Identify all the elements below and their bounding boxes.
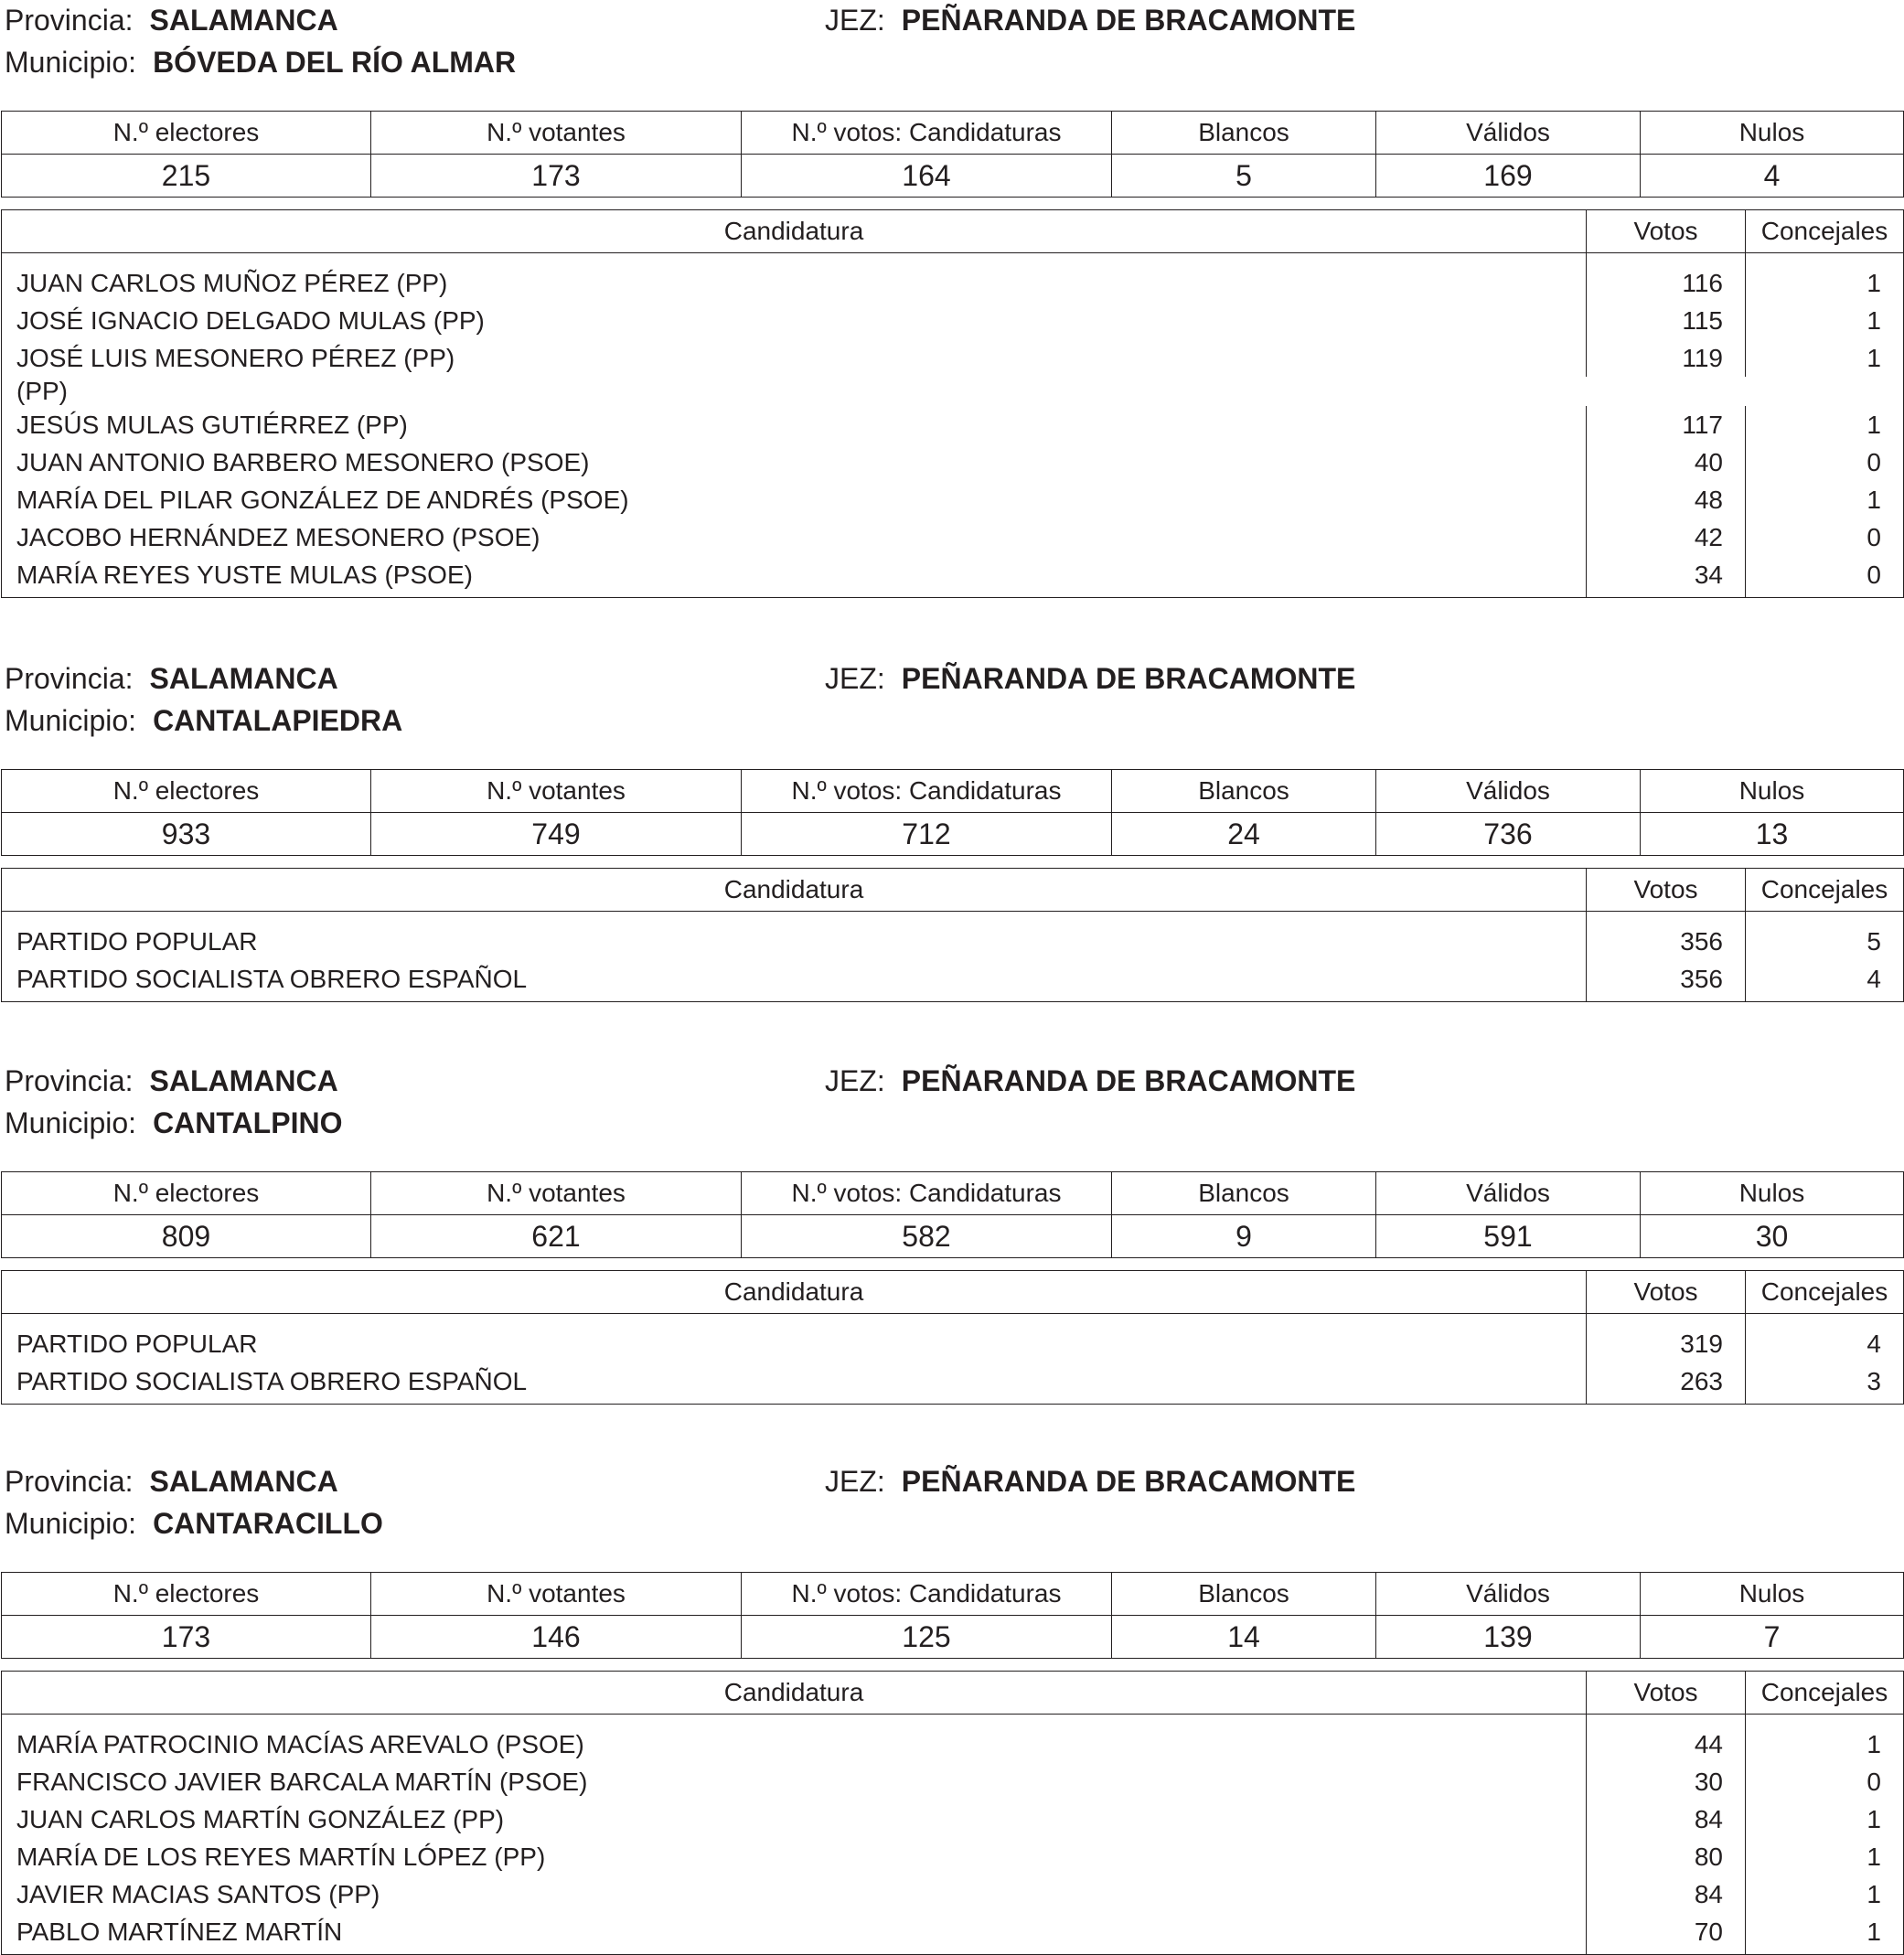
summary-header-cell: Blancos [1112,112,1376,155]
summary-value-cell: 9 [1112,1215,1376,1258]
provincia-value: SALAMANCA [149,1465,338,1498]
spacer-cell [2,1715,1587,1726]
summary-value-cell: 173 [2,1616,371,1659]
candidate-seats: 0 [1867,1767,1881,1796]
summary-value-cell: 749 [371,813,742,856]
summary-values-row [2,1215,1904,1258]
provincia-line [5,1463,338,1500]
spacer-cell [1587,912,1746,924]
summary-header-cell: N.º votos: Candidaturas [742,1573,1112,1616]
candidate-header: Candidatura [2,1672,1587,1715]
summary-header-cell: Válidos [1376,1573,1641,1616]
candidate-votes: 40 [1587,443,1746,481]
candidate-name: JESÚS MULAS GUTIÉRREZ (PP) [2,406,1587,443]
summary-header-cell: N.º votantes [371,1573,742,1616]
candidate-votes: 117 [1587,406,1746,443]
candidate-row [2,443,1904,481]
jez-label: JEZ: [825,1465,885,1498]
summary-value-cell: 4 [1641,155,1904,198]
municipio-line [5,1105,342,1141]
summary-value-cell: 24 [1112,813,1376,856]
candidate-seats: 1 [1867,1729,1881,1758]
jez-value: PEÑARANDA DE BRACAMONTE [901,662,1356,695]
candidate-votes: 34 [1587,556,1746,598]
jez-line [825,2,1355,38]
spacer-cell [1746,253,1904,265]
candidate-name: MARÍA DE LOS REYES MARTÍN LÓPEZ (PP) [2,1838,1587,1875]
summary-table [1,1572,1904,1659]
summary-value-cell: 591 [1376,1215,1641,1258]
candidate-row [2,481,1904,518]
seats-header: Concejales [1746,869,1904,912]
summary-value-cell: 30 [1641,1215,1904,1258]
spacer-cell [1746,1715,1904,1726]
candidate-votes: 84 [1587,1800,1746,1838]
summary-value-cell: 139 [1376,1616,1641,1659]
provincia-line [5,660,338,697]
summary-header-cell: Válidos [1376,1172,1641,1215]
candidate-name: MARÍA REYES YUSTE MULAS (PSOE) [2,556,1587,598]
candidate-name: PABLO MARTÍNEZ MARTÍN [2,1913,1587,1955]
candidate-votes: 356 [1587,960,1746,1002]
candidate-row [2,264,1904,302]
summary-value-cell: 173 [371,155,742,198]
candidate-row [2,1913,1904,1955]
jez-line [825,1463,1355,1500]
candidate-header: Candidatura [2,869,1587,912]
spacer-cell [1587,1314,1746,1326]
municipio-label: Municipio: [5,46,137,79]
summary-value-cell: 7 [1641,1616,1904,1659]
candidate-seats: 1 [1867,485,1881,514]
summary-values-row [2,813,1904,856]
summary-value-cell: 14 [1112,1616,1376,1659]
summary-value-cell: 146 [371,1616,742,1659]
candidate-votes: 48 [1587,481,1746,518]
candidates-header-row [2,869,1904,912]
provincia-line [5,2,338,38]
spacer-cell [2,1314,1587,1326]
candidate-votes: 319 [1587,1325,1746,1362]
summary-header-cell: Blancos [1112,1573,1376,1616]
candidate-votes: 116 [1587,264,1746,302]
summary-table [1,1171,1904,1258]
jez-label: JEZ: [825,662,885,695]
candidate-row [2,1800,1904,1838]
candidate-row [2,556,1904,598]
summary-value-cell: 736 [1376,813,1641,856]
municipio-value: BÓVEDA DEL RÍO ALMAR [153,46,517,79]
candidate-name: JAVIER MACIAS SANTOS (PP) [2,1875,1587,1913]
seats-header: Concejales [1746,1672,1904,1715]
summary-value-cell: 5 [1112,155,1376,198]
candidate-name: PARTIDO POPULAR [2,1325,1587,1362]
spacer-cell [1746,1314,1904,1326]
jez-value: PEÑARANDA DE BRACAMONTE [901,1064,1356,1097]
candidate-row [2,960,1904,1002]
candidate-votes: 263 [1587,1362,1746,1405]
provincia-line [5,1063,338,1099]
candidate-votes: 44 [1587,1725,1746,1763]
municipio-value: CANTALPINO [153,1106,343,1139]
summary-header-cell: N.º electores [2,1172,371,1215]
candidate-seats: 1 [1867,1804,1881,1833]
summary-header-row [2,112,1904,155]
municipio-label: Municipio: [5,704,137,737]
summary-value-cell: 621 [371,1215,742,1258]
wrap-empty [1746,377,1904,406]
candidate-name: PARTIDO POPULAR [2,923,1587,960]
summary-header-cell: Nulos [1641,1172,1904,1215]
spacer-row [2,1715,1904,1726]
spacer-row [2,253,1904,265]
municipio-value: CANTARACILLO [153,1507,383,1540]
candidate-row [2,1362,1904,1405]
candidates-table [1,209,1904,598]
summary-value-cell: 169 [1376,155,1641,198]
provincia-label: Provincia: [5,1465,134,1498]
candidate-seats: 3 [1867,1366,1881,1395]
candidates-table [1,868,1904,1002]
provincia-value: SALAMANCA [149,662,338,695]
summary-values-row [2,155,1904,198]
candidate-votes: 80 [1587,1838,1746,1875]
summary-value-cell: 215 [2,155,371,198]
candidate-seats: 4 [1867,1329,1881,1358]
candidates-header-row [2,1271,1904,1314]
jez-line [825,660,1355,697]
summary-value-cell: 582 [742,1215,1112,1258]
summary-header-cell: N.º electores [2,112,371,155]
candidate-seats: 5 [1867,926,1881,956]
candidate-name: PARTIDO SOCIALISTA OBRERO ESPAÑOL [2,1362,1587,1405]
provincia-label: Provincia: [5,1064,134,1097]
candidate-row [2,406,1904,443]
votes-header: Votos [1587,210,1746,253]
summary-header-cell: Válidos [1376,770,1641,813]
spacer-row [2,1314,1904,1326]
candidate-name: JOSÉ IGNACIO DELGADO MULAS (PP) [2,302,1587,339]
candidate-name: MARÍA PATROCINIO MACÍAS AREVALO (PSOE) [2,1725,1587,1763]
candidate-seats: 0 [1867,560,1881,589]
summary-header-cell: N.º votantes [371,1172,742,1215]
jez-value: PEÑARANDA DE BRACAMONTE [901,4,1356,37]
provincia-label: Provincia: [5,4,134,37]
candidate-row [2,923,1904,960]
votes-header: Votos [1587,1672,1746,1715]
summary-value-cell: 164 [742,155,1112,198]
candidate-row [2,1325,1904,1362]
jez-value: PEÑARANDA DE BRACAMONTE [901,1465,1356,1498]
jez-line [825,1063,1355,1099]
candidate-row [2,1838,1904,1875]
candidate-seats: 0 [1867,447,1881,476]
candidate-row [2,518,1904,556]
municipio-line [5,44,516,80]
seats-header: Concejales [1746,210,1904,253]
summary-header-cell: N.º votantes [371,770,742,813]
candidate-row [2,1763,1904,1800]
candidate-name: FRANCISCO JAVIER BARCALA MARTÍN (PSOE) [2,1763,1587,1800]
candidate-seats: 4 [1867,964,1881,993]
municipio-value: CANTALAPIEDRA [153,704,403,737]
summary-header-cell: N.º electores [2,770,371,813]
summary-value-cell: 125 [742,1616,1112,1659]
summary-header-cell: Blancos [1112,770,1376,813]
candidate-votes: 70 [1587,1913,1746,1955]
candidate-seats: 1 [1867,1879,1881,1908]
candidate-seats: 1 [1867,343,1881,372]
summary-table [1,111,1904,198]
summary-header-cell: Nulos [1641,770,1904,813]
candidate-row [2,1875,1904,1913]
summary-header-row [2,770,1904,813]
summary-header-cell: Válidos [1376,112,1641,155]
candidate-row [2,339,1904,377]
summary-header-cell: N.º votos: Candidaturas [742,112,1112,155]
candidate-header: Candidatura [2,210,1587,253]
spacer-cell [1746,912,1904,924]
votes-header: Votos [1587,869,1746,912]
summary-header-cell: Nulos [1641,1573,1904,1616]
summary-value-cell: 809 [2,1215,371,1258]
summary-value-cell: 13 [1641,813,1904,856]
candidate-seats: 1 [1867,305,1881,335]
candidates-table [1,1671,1904,1955]
jez-label: JEZ: [825,1064,885,1097]
provincia-label: Provincia: [5,662,134,695]
votes-header: Votos [1587,1271,1746,1314]
candidate-votes: 115 [1587,302,1746,339]
summary-header-row [2,1573,1904,1616]
candidate-name: JUAN ANTONIO BARBERO MESONERO (PSOE) [2,443,1587,481]
candidate-votes: 42 [1587,518,1746,556]
spacer-row [2,912,1904,924]
summary-header-cell: N.º electores [2,1573,371,1616]
summary-table [1,769,1904,856]
candidate-seats: 0 [1867,522,1881,551]
municipio-label: Municipio: [5,1106,137,1139]
candidates-header-row [2,1672,1904,1715]
summary-header-row [2,1172,1904,1215]
candidate-name: MARÍA DEL PILAR GONZÁLEZ DE ANDRÉS (PSOE) [2,481,1587,518]
candidate-name: PARTIDO SOCIALISTA OBRERO ESPAÑOL [2,960,1587,1002]
summary-values-row [2,1616,1904,1659]
seats-header: Concejales [1746,1271,1904,1314]
candidate-name: JOSÉ LUIS MESONERO PÉREZ (PP) [2,339,1587,377]
spacer-cell [2,912,1587,924]
candidate-wrap-row [2,377,1904,406]
summary-header-cell: Blancos [1112,1172,1376,1215]
municipio-line [5,702,402,739]
summary-value-cell: 933 [2,813,371,856]
municipio-line [5,1505,383,1542]
candidate-row [2,1725,1904,1763]
spacer-cell [1587,253,1746,265]
candidates-header-row [2,210,1904,253]
spacer-cell [2,253,1587,265]
candidate-header: Candidatura [2,1271,1587,1314]
candidate-votes: 356 [1587,923,1746,960]
summary-header-cell: N.º votos: Candidaturas [742,1172,1112,1215]
candidate-votes: 30 [1587,1763,1746,1800]
candidate-seats: 1 [1867,1917,1881,1946]
candidates-table [1,1270,1904,1405]
spacer-cell [1587,1715,1746,1726]
candidate-seats: 1 [1867,268,1881,297]
candidate-row [2,302,1904,339]
provincia-value: SALAMANCA [149,4,338,37]
candidate-name-wrap: (PP) [16,377,68,405]
candidate-name: JUAN CARLOS MUÑOZ PÉREZ (PP) [2,264,1587,302]
candidate-votes: 84 [1587,1875,1746,1913]
summary-header-cell: N.º votantes [371,112,742,155]
summary-value-cell: 712 [742,813,1112,856]
summary-header-cell: N.º votos: Candidaturas [742,770,1112,813]
candidate-name: JACOBO HERNÁNDEZ MESONERO (PSOE) [2,518,1587,556]
candidate-votes: 119 [1587,339,1746,377]
candidate-seats: 1 [1867,1842,1881,1871]
jez-label: JEZ: [825,4,885,37]
wrap-empty [1587,377,1746,406]
summary-header-cell: Nulos [1641,112,1904,155]
candidate-seats: 1 [1867,410,1881,439]
candidate-name: JUAN CARLOS MARTÍN GONZÁLEZ (PP) [2,1800,1587,1838]
municipio-label: Municipio: [5,1507,137,1540]
provincia-value: SALAMANCA [149,1064,338,1097]
